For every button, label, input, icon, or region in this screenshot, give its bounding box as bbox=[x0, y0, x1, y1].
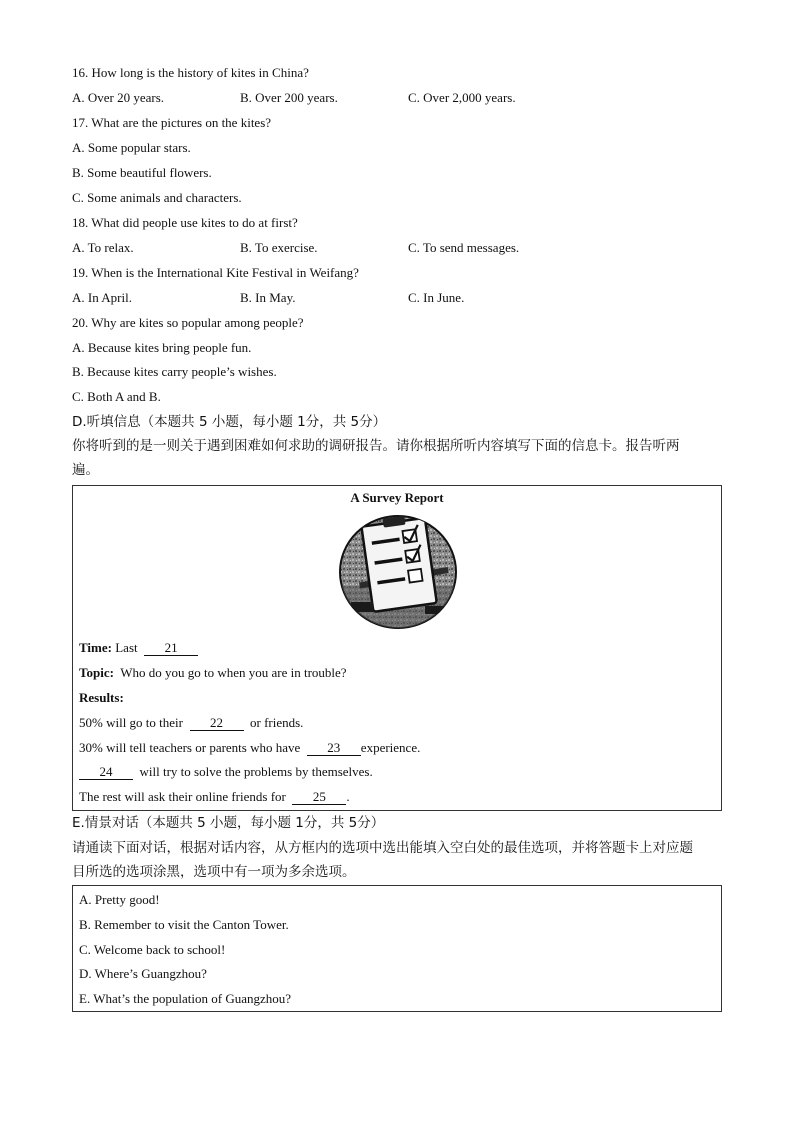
option-a: A. Some popular stars. bbox=[72, 140, 191, 155]
option-c: C. To send messages. bbox=[408, 240, 520, 255]
question-stem: 18. What did people use kites to do at first? bbox=[72, 215, 298, 230]
option-c: C. In June. bbox=[408, 290, 465, 305]
survey-report-card bbox=[72, 485, 722, 811]
result-text: . bbox=[346, 789, 350, 804]
option-a: A. Because kites bring people fun. bbox=[72, 340, 252, 355]
checklist-icon bbox=[337, 514, 459, 630]
results-label: Results: bbox=[79, 690, 124, 705]
result-row-4 bbox=[79, 788, 350, 806]
dialogue-option-c: C. Welcome back to school! bbox=[79, 942, 226, 957]
section-e-heading: E.情景对话（本题共 5 小题，每小题 1分，共 5分） bbox=[72, 815, 385, 831]
dialogue-options-box bbox=[72, 885, 722, 1012]
option-c: C. Some animals and characters. bbox=[72, 190, 242, 205]
blank-23: 23 bbox=[307, 740, 361, 756]
blank-24: 24 bbox=[79, 764, 133, 780]
result-row-3 bbox=[79, 763, 373, 781]
blank-22: 22 bbox=[190, 715, 244, 731]
result-row-1 bbox=[79, 714, 303, 732]
question-stem: 19. When is the International Kite Festival in Weifang? bbox=[72, 265, 359, 280]
dialogue-option-b: B. Remember to visit the Canton Tower. bbox=[79, 917, 289, 932]
blank-21: 21 bbox=[144, 640, 198, 656]
option-b: B. To exercise. bbox=[240, 240, 318, 255]
section-e-instruction: 请通读下面对话，根据对话内容，从方框内的选项中选出能填入空白处的最佳选项，并将答题卡上对应题 bbox=[72, 840, 693, 856]
option-c: C. Over 2,000 years. bbox=[408, 90, 516, 105]
option-b: B. Some beautiful flowers. bbox=[72, 165, 212, 180]
question-stem: 16. How long is the history of kites in China? bbox=[72, 65, 309, 80]
option-b: B. Because kites carry people’s wishes. bbox=[72, 364, 277, 379]
section-d-instruction-cont: 遍。 bbox=[72, 462, 99, 478]
survey-title: A Survey Report bbox=[350, 490, 444, 505]
option-b: B. Over 200 years. bbox=[240, 90, 338, 105]
result-text: The rest will ask their online friends for bbox=[79, 789, 286, 804]
option-a: A. In April. bbox=[72, 290, 132, 305]
question-stem: 20. Why are kites so popular among people? bbox=[72, 315, 304, 330]
blank-25: 25 bbox=[292, 789, 346, 805]
result-text: experience. bbox=[360, 740, 421, 755]
topic-text: Who do you go to when you are in trouble? bbox=[120, 665, 347, 680]
result-text: or friends. bbox=[250, 715, 304, 730]
time-text: Last bbox=[115, 640, 138, 655]
result-text: will try to solve the problems by themselves. bbox=[139, 764, 373, 779]
dialogue-option-a: A. Pretty good! bbox=[79, 892, 160, 907]
option-c: C. Both A and B. bbox=[72, 389, 161, 404]
option-b: B. In May. bbox=[240, 290, 296, 305]
topic-label: Topic: bbox=[79, 665, 114, 680]
time-label: Time: bbox=[79, 640, 112, 655]
time-row bbox=[79, 639, 198, 657]
dialogue-option-d: D. Where’s Guangzhou? bbox=[79, 966, 207, 981]
option-a: A. To relax. bbox=[72, 240, 134, 255]
topic-row bbox=[79, 664, 347, 682]
section-e-instruction-cont: 目所选的选项涂黑，选项中有一项为多余选项。 bbox=[72, 864, 356, 880]
result-text: 50% will go to their bbox=[79, 715, 183, 730]
section-d-instruction: 你将听到的是一则关于遇到困难如何求助的调研报告。请你根据所听内容填写下面的信息卡。报告听两 bbox=[72, 438, 680, 454]
checklist-illustration bbox=[337, 514, 459, 630]
option-a: A. Over 20 years. bbox=[72, 90, 165, 105]
question-stem: 17. What are the pictures on the kites? bbox=[72, 115, 272, 130]
result-text: 30% will tell teachers or parents who have bbox=[79, 740, 301, 755]
section-d-heading: D.听填信息（本题共 5 小题，每小题 1分，共 5分） bbox=[72, 414, 387, 430]
result-row-2 bbox=[79, 739, 420, 757]
dialogue-option-e: E. What’s the population of Guangzhou? bbox=[79, 991, 292, 1006]
